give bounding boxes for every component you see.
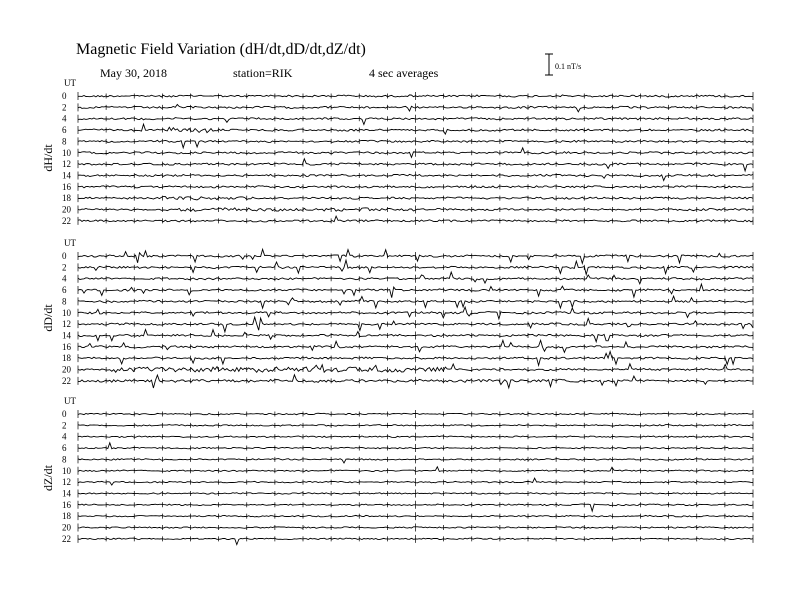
panel-ylabel: dH/dt: [41, 144, 55, 172]
row-hour-label: 0: [62, 91, 67, 101]
row-hour-label: 22: [62, 215, 71, 226]
row-hour-label: 2: [62, 420, 67, 431]
trace-panels: [41, 78, 753, 545]
row-hour-label: 4: [62, 431, 67, 442]
row-hour-label: 22: [62, 375, 71, 386]
panel-dD-dt: [41, 238, 753, 388]
trace-line: [78, 330, 753, 342]
panel-ylabel: dD/dt: [41, 304, 55, 332]
trace-line: [78, 260, 753, 274]
date-label: May 30, 2018: [100, 66, 167, 80]
row-hour-label: 12: [62, 477, 71, 488]
row-hour-label: 20: [62, 364, 71, 375]
row-hour-label: 14: [62, 170, 71, 181]
scale-bar-label: 0.1 nT/s: [555, 62, 582, 71]
row-hour-label: 6: [62, 125, 67, 136]
row-hour-label: 10: [62, 465, 71, 476]
row-hour-label: 8: [62, 296, 67, 307]
time-axis-label: UT: [64, 78, 76, 88]
time-axis-label: UT: [64, 396, 76, 406]
row-hour-label: 4: [62, 113, 67, 124]
time-axis-label: UT: [64, 238, 76, 248]
row-hour-label: 20: [62, 522, 71, 533]
row-hour-label: 16: [62, 181, 71, 192]
row-hour-label: 4: [62, 273, 67, 284]
panel-dZ-dt: [41, 396, 753, 545]
row-hour-label: 2: [62, 262, 67, 273]
trace-line: [78, 249, 753, 263]
row-hour-label: 10: [62, 307, 71, 318]
trace-line: [78, 317, 753, 332]
row-hour-label: 8: [62, 136, 67, 147]
row-hour-label: 8: [62, 454, 67, 465]
row-hour-label: 18: [62, 353, 71, 364]
panel-dH-dt: [41, 78, 753, 226]
averaging-label: 4 sec averages: [369, 66, 439, 80]
row-hour-label: 2: [62, 102, 67, 113]
row-hour-label: 18: [62, 511, 71, 522]
row-hour-label: 10: [62, 147, 71, 158]
row-hour-label: 16: [62, 341, 71, 352]
row-hour-label: 12: [62, 319, 71, 330]
panel-ylabel: dZ/dt: [41, 465, 55, 491]
row-hour-label: 0: [62, 251, 67, 261]
row-hour-label: 18: [62, 193, 71, 204]
row-hour-label: 14: [62, 488, 71, 499]
row-hour-label: 0: [62, 409, 67, 419]
scale-bar: [545, 54, 581, 75]
station-label: station=RIK: [233, 66, 293, 80]
chart-title: Magnetic Field Variation (dH/dt,dD/dt,dZ/dt): [76, 41, 366, 58]
row-hour-label: 14: [62, 330, 71, 341]
row-hour-label: 22: [62, 533, 71, 544]
row-hour-label: 6: [62, 285, 67, 296]
row-hour-label: 6: [62, 443, 67, 454]
row-hour-label: 12: [62, 159, 71, 170]
row-hour-label: 20: [62, 204, 71, 215]
row-hour-label: 16: [62, 499, 71, 510]
